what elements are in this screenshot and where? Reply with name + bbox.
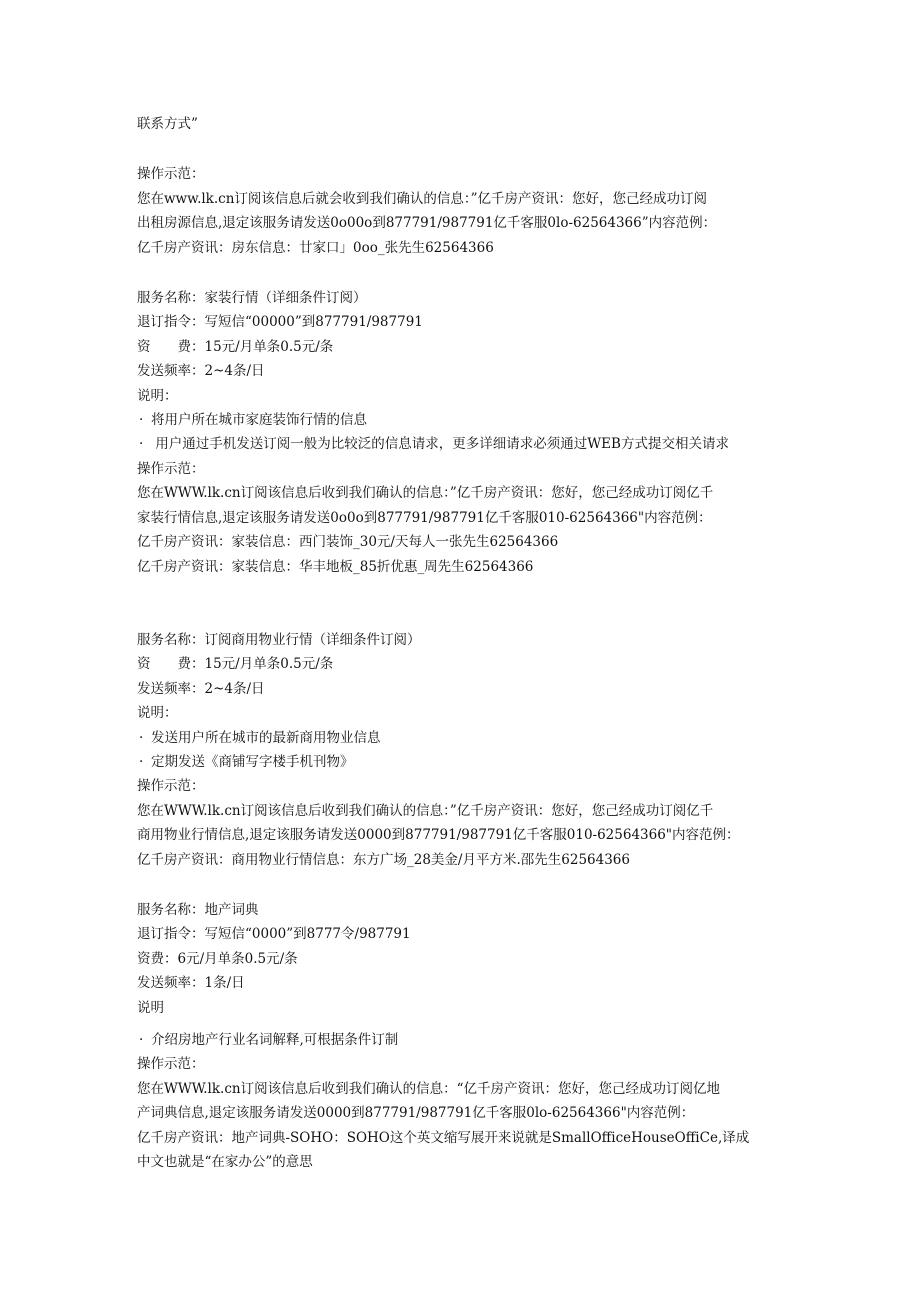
demo-line: 家装行情信息,退定该服务请发送0o0o到877791/987791亿千客服010-62564366"内容范例： — [137, 509, 712, 526]
demo-label: 操作示范： — [137, 1056, 205, 1073]
description-label: 说明： — [137, 387, 178, 404]
bullet-item: · 用户通过手机发送订阅一般为比较泛的信息请求，更多详细请求必须通过WEB方式提交相关请求 — [137, 432, 797, 456]
example-line: 亿千房产资讯：家装信息：华丰地板_85折优惠_周先生62564366 — [137, 558, 534, 575]
fee: 资 费：15元/月单条0.5元/条 — [137, 656, 334, 673]
demo-line: 商用物业行情信息,退定该服务请发送0000到877791/987791亿千客服010-62564366"内容范例： — [137, 827, 740, 844]
demo-line: 亿千房产资讯：房东信息：廿家口」0oo_张先生62564366 — [137, 239, 494, 256]
demo-line: 出租房源信息,退定该服务请发送0o00o到877791/987791亿千客服0lo-62564366”内容范例： — [137, 215, 717, 232]
service-name: 服务名称：地产词典 — [137, 901, 259, 918]
frequency: 发送频率：1条/日 — [137, 975, 245, 992]
demo-line: 您在WWW.lk.cn订阅该信息后收到我们确认的信息：“亿千房产资讯：您好，您己经成功订阅亿地 — [137, 1080, 721, 1097]
bullet-item: · 介绍房地产行业名词解释,可根据条件订制 — [137, 1028, 797, 1052]
fee: 资 费：15元/月单条0.5元/条 — [137, 338, 334, 355]
demo-label: 操作示范： — [137, 778, 205, 795]
unsubscribe-command: 退订指令：写短信“0000”到8777令/987791 — [137, 926, 411, 943]
demo-line: 产词典信息,退定该服务请发送0000到877791/987791亿千客服0lo-62564366"内容范例： — [137, 1105, 695, 1122]
service-section-commercial-property — [137, 628, 797, 872]
example-line: 亿千房产资讯：商用物业行情信息：东方广场_28美金/月平方米.邵先生62564366 — [137, 851, 630, 868]
document-page — [137, 112, 797, 1174]
unsubscribe-command: 退订指令：写短信“00000”到877791/987791 — [137, 314, 423, 331]
demo-label: 操作示范： — [137, 166, 205, 183]
frequency: 发送频率：2~4条/日 — [137, 680, 265, 697]
service-section-real-estate-dictionary — [137, 898, 797, 1174]
demo-line: 您在WWW.lk.cn订阅该信息后收到我们确认的信息：”亿千房产资讯：您好，您己经成功订阅亿千 — [137, 485, 714, 502]
example-line: 中文也就是“在家办公”的意思 — [137, 1154, 313, 1171]
bullet-item: · 发送用户所在城市的最新商用物业信息 — [137, 726, 797, 750]
bullet-item: · 将用户所在城市家庭装饰行情的信息 — [137, 408, 797, 432]
description-label: 说明： — [137, 705, 178, 722]
service-name: 服务名称：订阅商用物业行情（详细条件订阅） — [137, 631, 421, 648]
example-line: 亿千房产资讯：家装信息：西门装饰_30元/天每人一张先生62564366 — [137, 534, 559, 551]
fee: 资费：6元/月单条0.5元/条 — [137, 950, 298, 967]
description-label: 说明 — [137, 999, 164, 1016]
demo-line: 您在www.lk.cn订阅该信息后就会收到我们确认的信息：”亿千房产资讯：您好，您己经成功订阅 — [137, 190, 708, 207]
demo-label: 操作示范： — [137, 460, 205, 477]
bullet-item: · 定期发送《商铺写字楼手机刊物》 — [137, 750, 797, 774]
service-section-home-decoration — [137, 286, 797, 579]
demo-line: 您在WWW.lk.cn订阅该信息后收到我们确认的信息：”亿千房产资讯：您好，您己经成功订阅亿千 — [137, 802, 714, 819]
frequency: 发送频率：2~4条/日 — [137, 363, 265, 380]
example-line: 亿千房产资讯：地产词典-SOHO：SOHO这个英文缩写展开来说就是SmallOfficeHouseOffiCe,译成 — [137, 1129, 750, 1146]
service-name: 服务名称：家装行情（详细条件订阅） — [137, 290, 367, 307]
contact-heading: 联系方式” — [137, 116, 198, 132]
